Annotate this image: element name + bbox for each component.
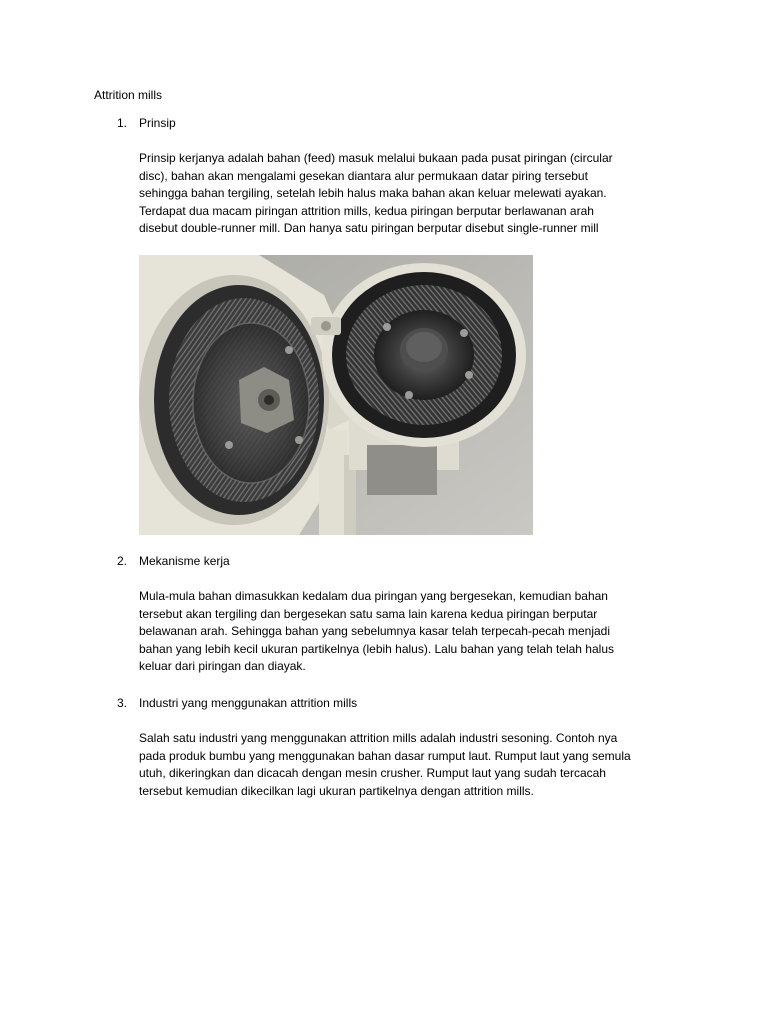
paragraph-line: Terdapat dua macam piringan attrition mills, kedua piringan berputar berlawanan arah: [139, 203, 594, 218]
paragraph-line: utuh, dikeringkan dan dicacah dengan mesin crusher. Rumput laut yang sudah tercacah: [139, 766, 606, 781]
paragraph-line: belawanan arah. Sehingga bahan yang sebelumnya kasar telah terpecah-pecah menjadi: [139, 624, 610, 639]
paragraph-line: sehingga bahan tergiling, setelah lebih halus maka bahan akan keluar melewati ayakan.: [139, 186, 607, 201]
section-heading-industri: [117, 695, 357, 713]
section-heading-prinsip: [117, 115, 176, 133]
section-number: 1.: [117, 116, 128, 130]
paragraph-line: Prinsip kerjanya adalah bahan (feed) masuk melalui bukaan pada pusat piringan (circular: [139, 151, 613, 165]
section-title: Mekanisme kerja: [139, 554, 230, 568]
section-title: Industri yang menggunakan attrition mills: [139, 696, 358, 710]
paragraph-line: tersebut akan tergiling dan bergesekan satu sama lain karena kedua piringan berputar: [139, 606, 598, 621]
section-title: Prinsip: [139, 116, 176, 130]
paragraph-line: pada produk bumbu yang menggunakan bahan dasar rumput laut. Rumput laut yang semula: [139, 748, 631, 763]
section-paragraph-industri: [139, 730, 679, 800]
document-title: Attrition mills: [94, 88, 163, 102]
section-heading-mekanisme-kerja: [117, 553, 230, 571]
section-paragraph-prinsip: [139, 150, 679, 238]
paragraph-line: tersebut kemudian dikecilkan lagi ukuran partikelnya dengan attrition mills.: [139, 783, 534, 798]
section-number: 3.: [117, 696, 128, 710]
paragraph-line: bahan yang lebih kecil ukuran partikelnya (lebih halus). Lalu bahan yang telah telah halus: [139, 641, 614, 656]
paragraph-line: Salah satu industri yang menggunakan attrition mills adalah industri sesoning. Contoh nya: [139, 731, 618, 745]
paragraph-line: keluar dari piringan dan diayak.: [139, 659, 306, 674]
section-number: 2.: [117, 554, 128, 568]
section-paragraph-mekanisme-kerja: [139, 588, 679, 676]
attrition-mill-photo: [139, 255, 533, 535]
paragraph-line: disebut double-runner mill. Dan hanya satu piringan berputar disebut single-runner mill: [139, 221, 599, 236]
paragraph-line: Mula-mula bahan dimasukkan kedalam dua piringan yang bergesekan, kemudian bahan: [139, 589, 608, 603]
paragraph-line: disc), bahan akan mengalami gesekan diantara alur permukaan datar piring tersebut: [139, 168, 588, 183]
